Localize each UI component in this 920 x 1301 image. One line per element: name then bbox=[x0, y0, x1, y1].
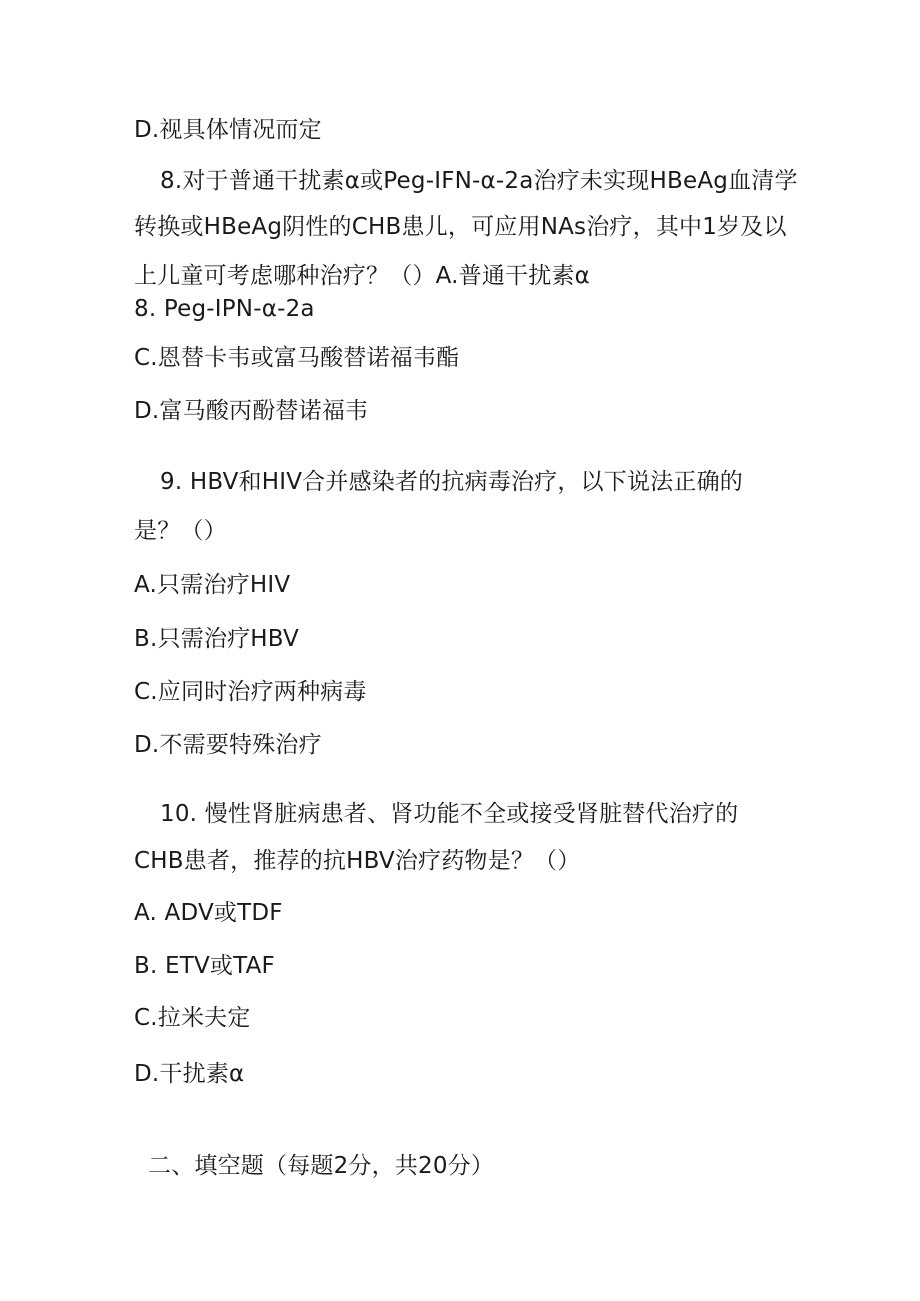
option-10c: C.拉米夫定 bbox=[134, 1005, 251, 1031]
question-8-line-3: 上儿童可考虑哪种治疗？（）A.普通干扰素α bbox=[134, 263, 591, 289]
question-10-line-2: CHB患者，推荐的抗HBV治疗药物是？（） bbox=[134, 848, 581, 874]
question-10-line-1: 10. 慢性肾脏病患者、肾功能不全或接受肾脏替代治疗的 bbox=[160, 801, 739, 827]
option-7d: D.视具体情况而定 bbox=[134, 117, 322, 143]
option-8b: 8. Peg-IPN-α-2a bbox=[134, 296, 315, 322]
option-10d: D.干扰素α bbox=[134, 1061, 245, 1087]
question-9-line-2: 是？（） bbox=[134, 518, 227, 544]
option-10b: B. ETV或TAF bbox=[134, 953, 275, 979]
option-9d: D.不需要特殊治疗 bbox=[134, 732, 322, 758]
question-9-line-1: 9. HBV和HIV合并感染者的抗病毒治疗，以下说法正确的 bbox=[160, 469, 743, 495]
option-9a: A.只需治疗HIV bbox=[134, 572, 291, 598]
option-8d: D.富马酸丙酚替诺福韦 bbox=[134, 398, 369, 424]
option-10a: A. ADV或TDF bbox=[134, 900, 283, 926]
question-8-line-2: 转换或HBeAg阴性的CHB患儿，可应用NAs治疗，其中1岁及以 bbox=[134, 214, 787, 240]
option-9b: B.只需治疗HBV bbox=[134, 626, 299, 652]
section-heading: 二、填空题（每题2分，共20分） bbox=[148, 1153, 495, 1179]
question-8-line-1: 8.对于普通干扰素α或Peg-IFN-α-2a治疗未实现HBeAg血清学 bbox=[160, 168, 798, 194]
option-9c: C.应同时治疗两种病毒 bbox=[134, 679, 367, 705]
option-8c: C.恩替卡韦或富马酸替诺福韦酯 bbox=[134, 345, 460, 371]
